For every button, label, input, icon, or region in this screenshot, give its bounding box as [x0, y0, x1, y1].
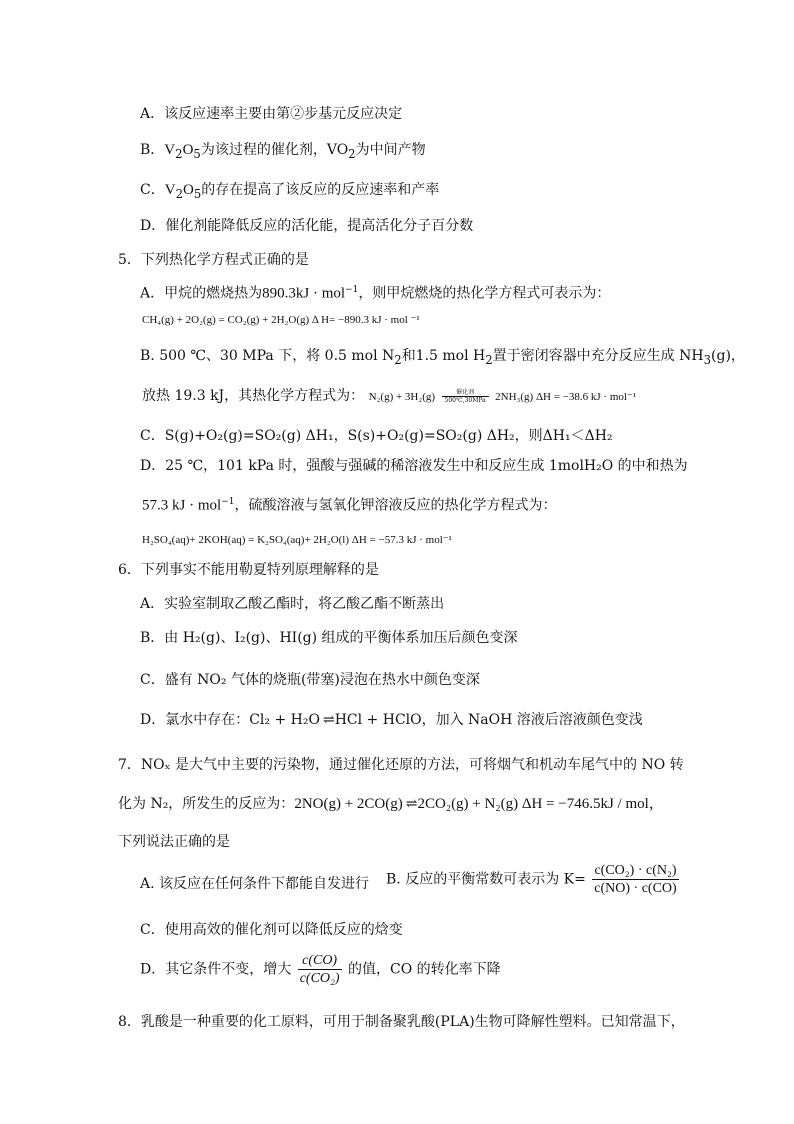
- q7-option-a: A. 该反应在任何条件下都能自发进行: [140, 876, 370, 892]
- v2o5-sub2: 2: [175, 186, 183, 201]
- q7-option-d-text2: 的值，CO 的转化率下降: [348, 961, 501, 978]
- q5-option-b-line2: [142, 386, 636, 407]
- q5-option-d-text: ，硫酸溶液与氢氧化钾溶液反应的热化学方程式为：: [234, 497, 557, 514]
- q7-stem-line2-text: 化为 N₂，所发生的反应为：: [118, 796, 295, 812]
- h2-sub: 2: [485, 352, 493, 367]
- q4-option-c-text: 的存在提高了该反应的反应速率和产率: [201, 182, 440, 198]
- q7-option-b-text: B. 反应的平衡常数可表示为 K=: [386, 871, 586, 888]
- q7-option-b: [386, 862, 681, 897]
- equilibrium-arrow-icon: ⇌: [405, 796, 415, 812]
- q5-option-b-text2: 和1.5 mol H: [401, 348, 486, 364]
- q5-option-b-eq-left: N₂(g) + 3H₂(g): [368, 391, 436, 403]
- q6-option-c: C．盛有 NO₂ 气体的烧瓶(带塞)浸泡在热水中颜色变深: [140, 672, 480, 688]
- q4-option-b-text1: 为该过程的催化剂，VO: [200, 142, 349, 158]
- reaction-arrow-icon: [442, 389, 489, 404]
- q7-stem-line1: 7．NOₓ 是大气中主要的污染物，通过催化还原的方法，可将烟气和机动车尾气中的 NO 转: [118, 757, 684, 773]
- concentration-ratio-fraction: [298, 952, 342, 987]
- q5-option-d-equation: H₂SO₄(aq)+ 2KOH(aq) = K₂SO₄(aq)+ 2H₂O(l) ΔH = −57.3 kJ · mol⁻¹: [142, 534, 452, 546]
- q5-option-a-value: 890.3kJ · mol: [262, 285, 346, 302]
- q7-stem-line2: [118, 794, 664, 814]
- q5-stem: 5．下列热化学方程式正确的是: [118, 252, 309, 268]
- equilibrium-arrow-icon: ⇌: [322, 712, 332, 728]
- q4-option-b-label: B．: [140, 142, 165, 158]
- nh3-sub: 3: [703, 352, 712, 367]
- q5-option-b-text3: 置于密闭容器中充分反应生成 NH: [492, 348, 704, 364]
- q5-option-b-text1: B. 500 ℃、30 MPa 下，将 0.5 mol N: [140, 348, 395, 364]
- q5-option-b-text4: (g)，: [711, 348, 745, 364]
- q6-option-d: [140, 710, 643, 730]
- v2o5-sub2: 2: [175, 146, 183, 161]
- q5-option-a-text1: A．甲烷的燃烧热为: [140, 285, 263, 302]
- vo2-sub: 2: [348, 146, 356, 161]
- v2o5-sub5: 5: [193, 146, 201, 161]
- fraction-numerator: c(CO): [298, 952, 342, 970]
- q5-option-d-line2: [142, 492, 556, 516]
- v2o5-v: V: [164, 182, 176, 198]
- q5-option-c: C．S(g)+O₂(g)=SO₂(g) ΔH₁，S(s)+O₂(g)=SO₂(g) ΔH₂，则ΔH₁＜ΔH₂: [140, 428, 613, 444]
- q4-option-c-label: C．: [140, 182, 165, 198]
- q7-stem-line3: 下列说法正确的是: [118, 834, 230, 850]
- q7-option-d-text1: D．其它条件不变，增大: [140, 961, 292, 978]
- q5-option-b-line1: [140, 346, 745, 370]
- q7-eq-right: 2CO₂(g) + N₂(g) ΔH = −746.5kJ / mol，: [417, 796, 664, 812]
- q7-option-d: [140, 952, 501, 987]
- fraction-numerator: c(CO₂) · c(N₂): [592, 862, 678, 880]
- v2o5-o: O: [182, 142, 194, 158]
- q7-eq-left: 2NO(g) + 2CO(g): [294, 796, 403, 812]
- equilibrium-constant-fraction: [592, 862, 678, 897]
- fraction-denominator: c(NO) · c(CO): [594, 881, 677, 896]
- arrow-condition-bottom: 500℃,30MPa: [444, 396, 486, 404]
- q4-option-b-text2: 为中间产物: [355, 142, 426, 158]
- q5-option-b-eq-right: 2NH₃(g) ΔH = −38.6 kJ · mol⁻¹: [495, 391, 637, 403]
- q5-option-a-text2: ，则甲烷燃烧的热化学方程式可表示为：: [358, 285, 611, 302]
- fraction-denominator: c(CO₂): [299, 971, 340, 986]
- q4-option-c: [140, 180, 439, 204]
- q4-option-a: A．该反应速率主要由第②步基元反应决定: [140, 106, 403, 122]
- q5-option-b-line2-text: 放热 19.3 kJ，其热化学方程式为：: [142, 388, 365, 404]
- v2o5-sub5: 5: [193, 186, 202, 201]
- q5-option-a: [140, 280, 610, 304]
- q5-option-d-sup: −1: [221, 497, 235, 507]
- q4-option-d: D．催化剂能降低反应的活化能，提高活化分子百分数: [140, 218, 474, 234]
- q4-option-b: [140, 140, 426, 164]
- v2o5-v: V: [164, 142, 176, 158]
- q6-stem: 6．下列事实不能用勒夏特列原理解释的是: [118, 562, 379, 578]
- arrow-condition-top: 催化剂: [442, 389, 489, 397]
- q5-option-d-value: 57.3 kJ · mol: [142, 497, 222, 514]
- q6-option-d-text1: D．氯水中存在：Cl₂ + H₂O: [140, 712, 320, 728]
- q6-option-a: A．实验室制取乙酸乙酯时，将乙酸乙酯不断蒸出: [140, 596, 445, 612]
- v2o5-o: O: [182, 182, 194, 198]
- n2-sub: 2: [394, 352, 402, 367]
- q8-stem-line1: 8．乳酸是一种重要的化工原料，可用于制备聚乳酸(PLA)生物可降解性塑料。已知常温下，: [118, 1014, 685, 1030]
- q6-option-d-text2: HCl + HClO，加入 NaOH 溶液后溶液颜色变浅: [334, 712, 643, 728]
- q5-option-a-sup: −1: [345, 285, 359, 295]
- q5-option-a-equation: CH₄(g) + 2O₂(g) = CO₂(g) + 2H₂O(g) Δ H= −890.3 kJ · mol ⁻¹: [142, 314, 420, 326]
- q6-option-b: B．由 H₂(g)、I₂(g)、HI(g) 组成的平衡体系加压后颜色变深: [140, 630, 518, 646]
- q5-option-d-line1: D．25 ℃，101 kPa 时，强酸与强碱的稀溶液发生中和反应生成 1molH₂O 的中和热为: [140, 458, 688, 474]
- q7-option-c: C．使用高效的催化剂可以降低反应的焓变: [140, 922, 403, 938]
